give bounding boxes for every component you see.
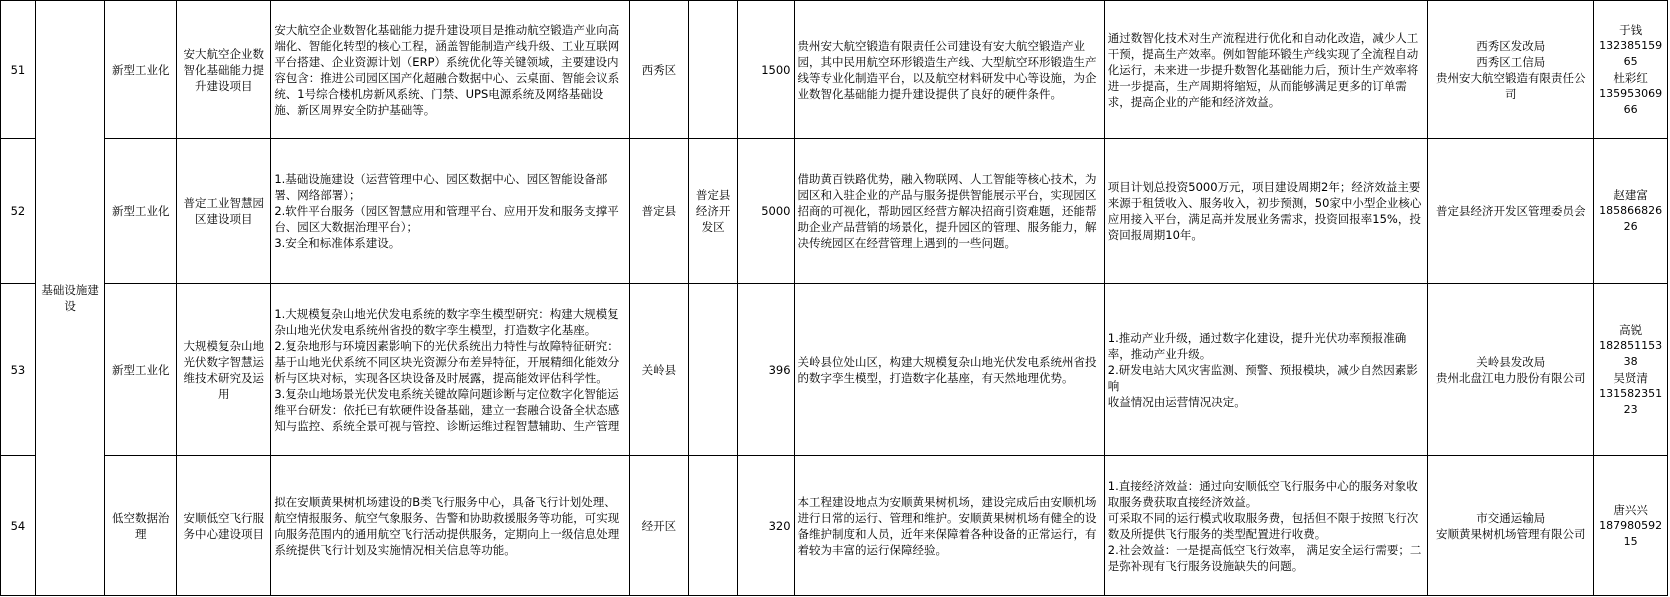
- row-number[interactable]: 52: [1, 139, 36, 284]
- sub-category-cell[interactable]: 新型工业化: [105, 139, 177, 284]
- benefit-line: 收益情况由运营情况决定。: [1107, 394, 1246, 409]
- investment-cell[interactable]: 1500: [738, 1, 794, 139]
- content-line: 2.复杂地形与环境因素影响下的光伏系统出力特性与故障特征研究：基于山地光伏系统不同区块光资源分布差异特征，开展精细化能效分析与区块对标，实现各区块设备及时展露，提高能效评估科学性。: [274, 338, 620, 385]
- contact-cell[interactable]: [1594, 139, 1668, 284]
- benefit-line: 通过数智化技术对生产流程进行优化和自动化改造，减少人工干预，提高生产效率。例如智能环锻生产线实现了全流程自动化运行，未来进一步提升数智化基础能力后，预计生产效率将进一步提高，生产周期将缩短，从而能够满足更多的订单需求，提高企业的产能和经济效益。: [1107, 30, 1419, 109]
- benefit-line: 可采取不同的运行模式收取服务费，包括但不限于按照飞行次数及所提供飞行服务的类型配置进行收费。: [1107, 510, 1419, 541]
- sub-category-cell[interactable]: 新型工业化: [105, 284, 177, 456]
- contact-name: 杜彩红: [1613, 70, 1648, 85]
- county-cell[interactable]: 经开区: [629, 456, 688, 596]
- content-cell[interactable]: 拟在安顺黄果树机场建设的B类飞行服务中心，具备飞行计划处理、航空情报服务、航空气象服务、告警和协助救援服务等功能，可实现向服务范围内的通用航空飞行活动提供服务，定期向上一级信息处理系统提供飞行计划及实施情况相关信息等功能。: [271, 456, 629, 596]
- content-line: 2.软件平台服务（园区智慧应用和管理平台、应用开发和服务支撑平台、园区大数据治理平台）；: [274, 204, 619, 234]
- contact-name: 吴贤清: [1613, 370, 1648, 385]
- basis-cell[interactable]: 本工程建设地点为安顺黄果树机场，建设完成后由安顺机场进行日常的运行、管理和维护。安顺黄果树机场有健全的设备维护制度和人员，近年来保障着各种设备的正常运行，有着较为丰富的运行保障经验。: [794, 456, 1104, 596]
- benefit-line: 2.研发电站大风灾害监测、预警、预报模块，减少自然因素影响: [1107, 362, 1418, 393]
- table-row: [1, 456, 1668, 596]
- contact-name: 赵建富: [1613, 188, 1648, 202]
- content-line: 3.安全和标准体系建设。: [274, 236, 401, 250]
- table-row: [1, 139, 1668, 284]
- county-cell[interactable]: 普定县: [629, 139, 688, 284]
- contact-phone: 13595306966: [1599, 86, 1663, 116]
- project-name-cell[interactable]: 普定工业智慧园区建设项目: [177, 139, 271, 284]
- benefit-line: 项目计划总投资5000万元，项目建设周期2年；经济效益主要来源于租赁收入、服务收入，初步预测，50家中小型企业核心应用接入平台，满足高并发展业务需求，投资回报率15%，投资回报周期10年。: [1107, 180, 1422, 242]
- content-line: 1.大规模复杂山地光伏发电系统的数字孪生模型研究：构建大规模复杂山地光伏发电系统州省投的数字孪生模型，打造数字化基座。: [274, 306, 619, 337]
- contact-phone: 13158235123: [1599, 386, 1663, 416]
- unit-line: 关岭县发改局: [1476, 354, 1546, 369]
- benefit-cell[interactable]: [1104, 456, 1428, 596]
- contact-name: 于钱: [1619, 22, 1643, 37]
- benefit-line: 2.社会效益：一是提高低空飞行效率， 满足安全运行需要；二是弥补现有飞行服务设施缺失的问题。: [1107, 542, 1422, 573]
- table-row: [1, 284, 1668, 456]
- county-cell[interactable]: 关岭县: [629, 284, 688, 456]
- county-cell[interactable]: 西秀区: [629, 1, 688, 139]
- benefit-cell[interactable]: [1104, 1, 1428, 139]
- contact-phone: 18798059215: [1599, 518, 1663, 548]
- location-cell[interactable]: [689, 456, 738, 596]
- row-number[interactable]: 54: [1, 456, 36, 596]
- row-number[interactable]: 53: [1, 284, 36, 456]
- benefit-cell[interactable]: [1104, 284, 1428, 456]
- contact-cell[interactable]: [1594, 284, 1668, 456]
- content-cell[interactable]: [271, 284, 629, 456]
- basis-cell[interactable]: 关岭县位处山区，构建大规模复杂山地光伏发电系统州省投的数字孪生模型，打造数字化基座，有天然地理优势。: [794, 284, 1104, 456]
- contact-cell[interactable]: [1594, 456, 1668, 596]
- project-name-cell[interactable]: 安大航空企业数智化基础能力提升建设项目: [177, 1, 271, 139]
- contact-phone: 18285115338: [1599, 338, 1663, 368]
- unit-line: 西秀区工信局: [1476, 54, 1546, 69]
- location-cell[interactable]: [689, 284, 738, 456]
- location-cell[interactable]: [689, 1, 738, 139]
- unit-cell[interactable]: [1428, 139, 1594, 284]
- unit-line: 普定县经济开发区管理委员会: [1436, 204, 1586, 218]
- content-cell[interactable]: 安大航空企业数智化基础能力提升建设项目是推动航空锻造产业向高端化、智能化转型的核心工程，涵盖智能制造产线升级、工业互联网平台搭建、企业资源计划（ERP）系统优化等关键领域，主要建设内容包含：推进公司园区国产化超融合数据中心、云桌面、智能会议系统、1号综合楼机房新风系统、门禁、UPS电源系统及网络基础设施、新区周界安全防护基础等。: [271, 1, 629, 139]
- sub-category-cell[interactable]: 新型工业化: [105, 1, 177, 139]
- contact-cell[interactable]: [1594, 1, 1668, 139]
- sub-category-cell[interactable]: 低空数据治理: [105, 456, 177, 596]
- unit-cell[interactable]: [1428, 284, 1594, 456]
- content-line: 3.复杂山地场景光伏发电系统关键故障问题诊断与定位数字化智能运维平台研发：依托已有软硬件设备基础，建立一套融合设备全状态感知与监控、系统全景可视与管控、诊断运维过程智慧辅助、生产管理: [274, 386, 620, 433]
- contact-phone: 13238515965: [1599, 38, 1663, 68]
- benefit-cell[interactable]: [1104, 139, 1428, 284]
- unit-line: 贵州安大航空锻造有限责任公司: [1436, 70, 1586, 101]
- project-name-cell[interactable]: 安顺低空飞行服务中心建设项目: [177, 456, 271, 596]
- contact-phone: 18586682626: [1599, 204, 1663, 233]
- unit-line: 安顺黄果树机场管理有限公司: [1436, 526, 1586, 541]
- unit-cell[interactable]: [1428, 456, 1594, 596]
- content-cell[interactable]: [271, 139, 629, 284]
- basis-cell[interactable]: 贵州安大航空锻造有限责任公司建设有安大航空锻造产业园，其中民用航空环形锻造生产线、大型航空环形锻造生产线等专业化制造平台，以及航空材料研发中心等设施，为企业数智化基础能力提升建设提供了良好的硬件条件。: [794, 1, 1104, 139]
- row-number[interactable]: 51: [1, 1, 36, 139]
- basis-cell[interactable]: 借助黄百铁路优势，融入物联网、人工智能等核心技术，为园区和入驻企业的产品与服务提供智能展示平台，实现园区招商的可视化，帮助园区经营方解决招商引资难题，还能帮助企业产品营销的场景化，提升园区的管理、服务能力，解决传统园区在经营管理上遇到的一些问题。: [794, 139, 1104, 284]
- contact-name: 高锐: [1619, 322, 1643, 337]
- unit-line: 市交通运输局: [1476, 510, 1546, 525]
- unit-line: 贵州北盘江电力股份有限公司: [1436, 370, 1586, 385]
- investment-cell[interactable]: 396: [738, 284, 794, 456]
- investment-cell[interactable]: 5000: [738, 139, 794, 284]
- table-row: [1, 1, 1668, 139]
- category-cell[interactable]: 基础设施建设: [35, 1, 105, 596]
- unit-line: 西秀区发改局: [1476, 38, 1546, 53]
- benefit-line: 1.直接经济效益：通过向安顺低空飞行服务中心的服务对象收取服务费获取直接经济效益。: [1107, 478, 1418, 509]
- contact-name: 唐兴兴: [1613, 502, 1648, 517]
- content-line: 1.基础设施建设（运营管理中心、园区数据中心、园区智能设备部署、网络部署）；: [274, 172, 608, 202]
- benefit-line: 1.推动产业升级，通过数字化建设，提升光伏功率预报准确率，推动产业升级。: [1107, 330, 1407, 361]
- investment-cell[interactable]: 320: [738, 456, 794, 596]
- location-cell[interactable]: 普定县经济开发区: [689, 139, 738, 284]
- project-name-cell[interactable]: 大规模复杂山地光伏数字智慧运维技术研究及运用: [177, 284, 271, 456]
- unit-cell[interactable]: [1428, 1, 1594, 139]
